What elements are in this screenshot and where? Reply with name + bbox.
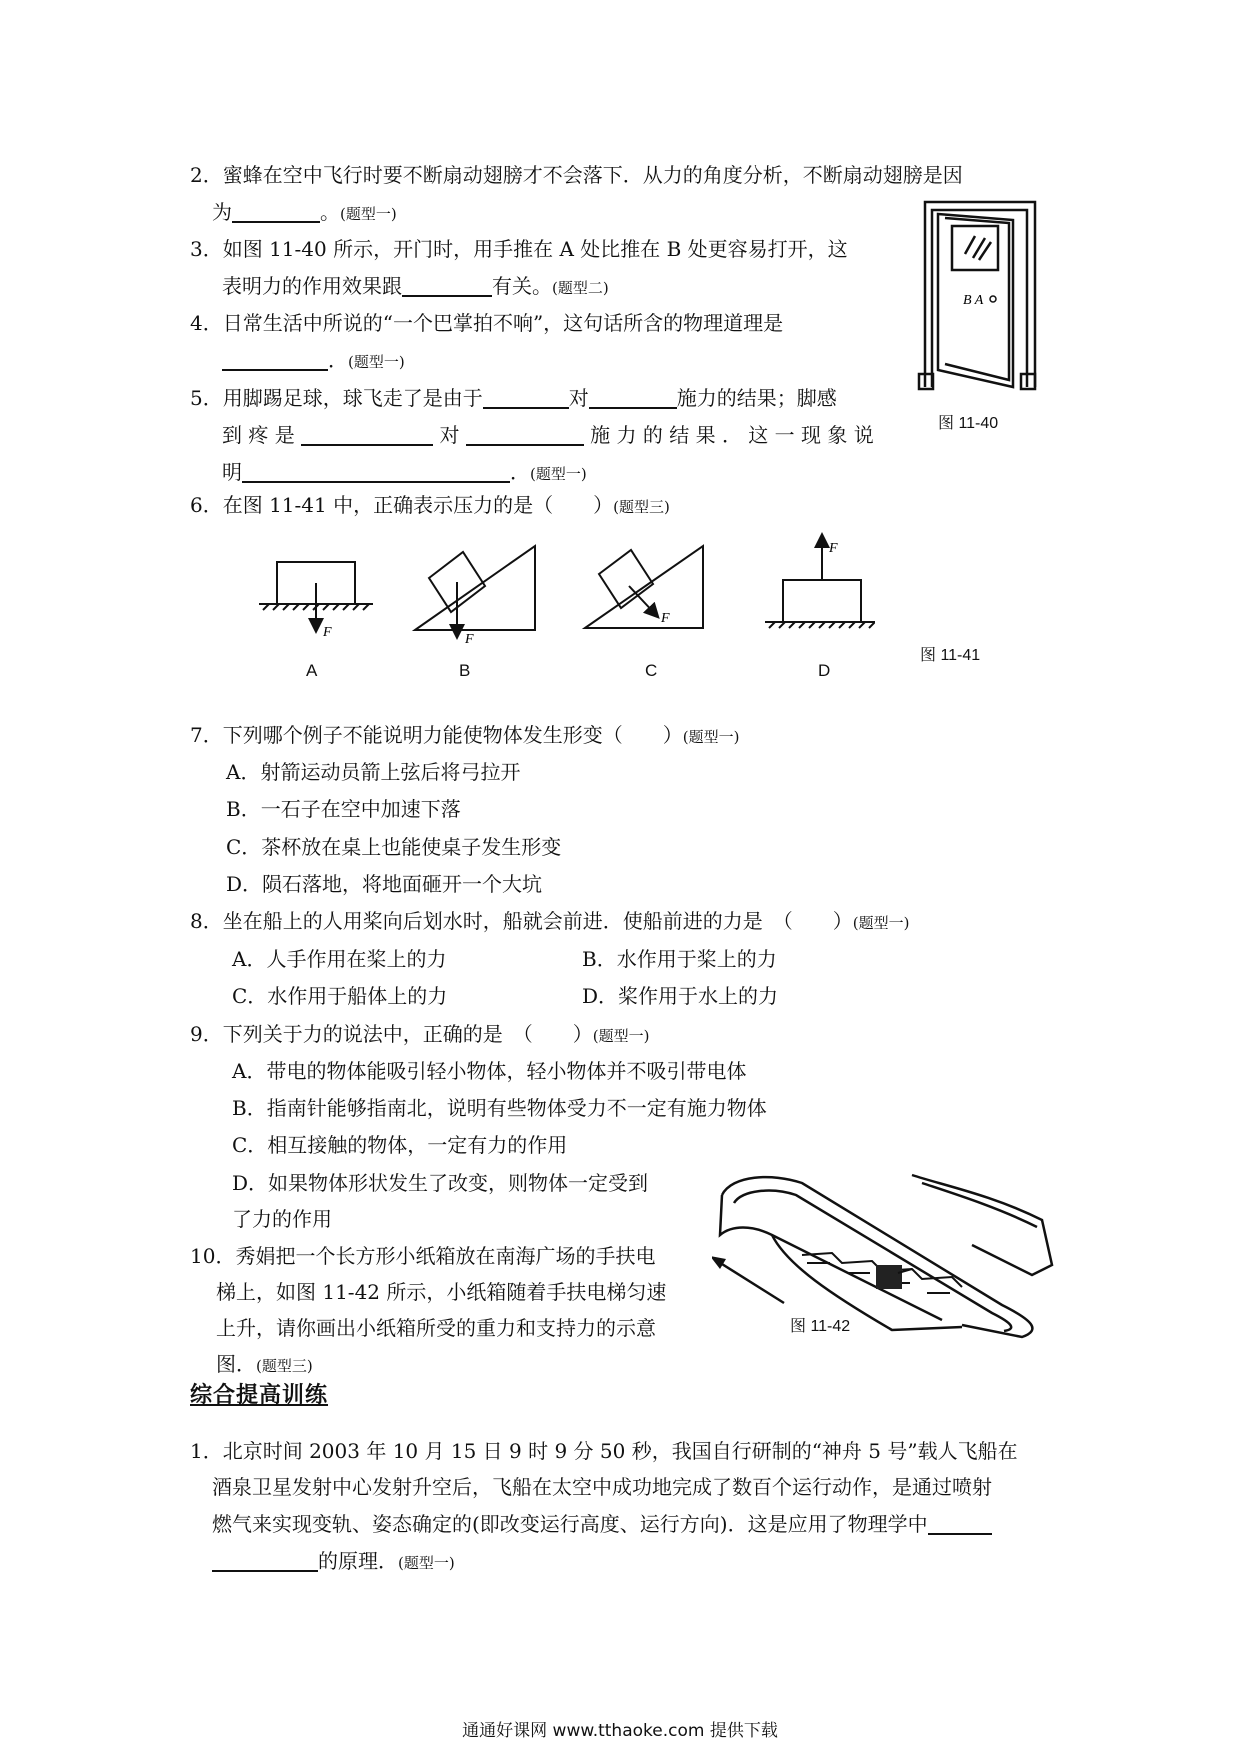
answer-blank[interactable] xyxy=(232,201,320,223)
q3-text: 有关。 xyxy=(492,274,552,298)
q5-line3 xyxy=(222,459,587,487)
q8-text: 8．坐在船上的人用桨向后划水时，船就会前进．使船前进的力是 （ ） xyxy=(190,909,853,933)
q10-line4 xyxy=(216,1351,313,1379)
c1-text: 的原理． xyxy=(318,1549,398,1573)
q2-line1: 2．蜜蜂在空中飞行时要不断扇动翅膀才不会落下．从力的角度分析，不断扇动翅膀是因 xyxy=(190,163,963,187)
q7-line1 xyxy=(190,722,739,750)
answer-blank[interactable] xyxy=(212,1550,318,1572)
question-type-tag: (题型一) xyxy=(592,1027,650,1045)
answer-blank[interactable] xyxy=(466,424,584,446)
q5-text: 对 xyxy=(568,386,589,410)
q5-text: 对 xyxy=(439,423,460,447)
question-type-tag: (题型一) xyxy=(682,728,740,746)
q4-line1: 4．日常生活中所说的“一个巴掌拍不响”，这句话所含的物理道理是 xyxy=(190,311,784,335)
q8-line1 xyxy=(190,908,909,936)
q6-text: 6．在图 11-41 中，正确表示压力的是（ ） xyxy=(190,493,614,517)
option-b-diagram xyxy=(415,546,535,636)
q9-text: 9．下列关于力的说法中，正确的是 （ ） xyxy=(190,1022,593,1046)
footer-credit: 通通好课网 www.tthaoke.com 提供下载 xyxy=(462,1721,778,1741)
force-label: F xyxy=(323,625,332,640)
question-type-tag: (题型一) xyxy=(398,1554,455,1572)
q5-text: 施力的结果；脚感 xyxy=(676,386,837,410)
fig-11-41-caption: 图 11-41 xyxy=(920,647,981,664)
q4-line2 xyxy=(222,347,405,375)
escalator-figure xyxy=(712,1155,1057,1340)
answer-blank[interactable] xyxy=(928,1513,992,1535)
paper-box xyxy=(876,1265,902,1289)
q8-option-d: D．桨作用于水上的力 xyxy=(582,984,779,1008)
fig-11-40-caption: 图 11-40 xyxy=(938,415,999,432)
q7-text: 7．下列哪个例子不能说明力能使物体发生形变（ ） xyxy=(190,723,683,747)
option-d-label: D xyxy=(818,661,831,680)
answer-blank[interactable] xyxy=(402,275,492,297)
q6-line1 xyxy=(190,492,670,520)
q3-line2 xyxy=(222,273,609,301)
q5-text: 明 xyxy=(222,460,242,484)
force-label: F xyxy=(829,541,838,556)
q5-text: ． xyxy=(510,460,530,484)
option-a-diagram xyxy=(259,562,373,630)
fig-11-42-caption: 图 11-42 xyxy=(790,1318,851,1335)
q5-line2 xyxy=(222,422,874,448)
door-figure xyxy=(905,192,1055,402)
c1-line2: 酒泉卫星发射中心发射升空后，飞船在太空中成功地完成了数百个运行动作，是通过喷射 xyxy=(212,1475,992,1499)
answer-blank[interactable] xyxy=(301,424,433,446)
answer-blank[interactable] xyxy=(589,387,677,409)
q7-option-d: D．陨石落地，将地面砸开一个大坑 xyxy=(226,872,543,896)
q2-line2 xyxy=(212,199,397,227)
q2-text: 。 xyxy=(320,200,340,224)
q7-option-c: C．茶杯放在桌上也能使桌子发生形变 xyxy=(226,835,562,859)
q2-text: 为 xyxy=(212,200,232,224)
q10-line2: 梯上，如图 11-42 所示，小纸箱随着手扶电梯匀速 xyxy=(216,1280,667,1304)
section-title: 综合提高训练 xyxy=(190,1382,329,1408)
option-a-label: A xyxy=(306,661,318,680)
question-type-tag: (题型一) xyxy=(852,914,910,932)
question-type-tag: (题型三) xyxy=(256,1357,313,1375)
c1-line1: 1．北京时间 2003 年 10 月 15 日 9 时 9 分 50 秒，我国自行研制的“神舟 5 号”载人飞船在 xyxy=(190,1439,1018,1463)
q9-option-d: D．如果物体形状发生了改变，则物体一定受到 xyxy=(232,1171,649,1195)
q10-text: 图． xyxy=(216,1352,256,1376)
q8-option-c: C．水作用于船体上的力 xyxy=(232,984,448,1008)
door-points-label: B A xyxy=(963,293,984,308)
question-type-tag: (题型三) xyxy=(613,498,670,516)
q5-text: 5．用脚踢足球，球飞走了是由于 xyxy=(190,386,483,410)
c1-line3 xyxy=(212,1511,992,1537)
option-c-label: C xyxy=(645,661,658,680)
q10-line3: 上升，请你画出小纸箱所受的重力和支持力的示意 xyxy=(216,1316,656,1340)
c1-text: 燃气来实现变轨、姿态确定的(即改变运行高度、运行方向)．这是应用了物理学中 xyxy=(212,1512,928,1536)
question-type-tag: (题型一) xyxy=(348,353,405,371)
answer-blank[interactable] xyxy=(242,461,510,483)
q9-option-a: A．带电的物体能吸引轻小物体，轻小物体并不吸引带电体 xyxy=(232,1059,747,1083)
q4-text: ． xyxy=(328,348,348,372)
q3-text: 表明力的作用效果跟 xyxy=(222,274,402,298)
q9-option-c: C．相互接触的物体，一定有力的作用 xyxy=(232,1133,568,1157)
q5-text: 到 疼 是 xyxy=(222,423,295,447)
q9-option-b: B．指南针能够指南北，说明有些物体受力不一定有施力物体 xyxy=(232,1096,767,1120)
question-type-tag: (题型二) xyxy=(552,279,609,297)
q8-option-a: A．人手作用在桨上的力 xyxy=(232,947,447,971)
question-type-tag: (题型一) xyxy=(340,205,397,223)
q3-line1: 3．如图 11-40 所示，开门时，用手推在 A 处比推在 B 处更容易打开，这 xyxy=(190,237,848,261)
answer-blank[interactable] xyxy=(222,349,328,371)
q9-option-d-cont: 了力的作用 xyxy=(232,1207,332,1231)
q9-line1 xyxy=(190,1021,649,1049)
option-b-label: B xyxy=(459,661,471,680)
q7-option-a: A．射箭运动员箭上弦后将弓拉开 xyxy=(226,760,521,784)
c1-line4 xyxy=(212,1548,455,1576)
question-type-tag: (题型一) xyxy=(530,465,587,483)
option-c-diagram xyxy=(585,546,703,628)
force-label: F xyxy=(465,632,474,647)
option-d-diagram xyxy=(765,536,875,628)
force-label: F xyxy=(661,611,670,626)
answer-blank[interactable] xyxy=(483,387,569,409)
q8-option-b: B．水作用于桨上的力 xyxy=(582,947,777,971)
q5-line1 xyxy=(190,385,837,411)
q5-text: 施 力 的 结 果 ． 这 一 现 象 说 xyxy=(590,423,874,447)
q10-line1: 10．秀娟把一个长方形小纸箱放在南海广场的手扶电 xyxy=(190,1244,656,1268)
direction-arrow xyxy=(714,1259,784,1303)
q7-option-b: B．一石子在空中加速下落 xyxy=(226,797,461,821)
force-diagram-figure xyxy=(255,530,875,650)
